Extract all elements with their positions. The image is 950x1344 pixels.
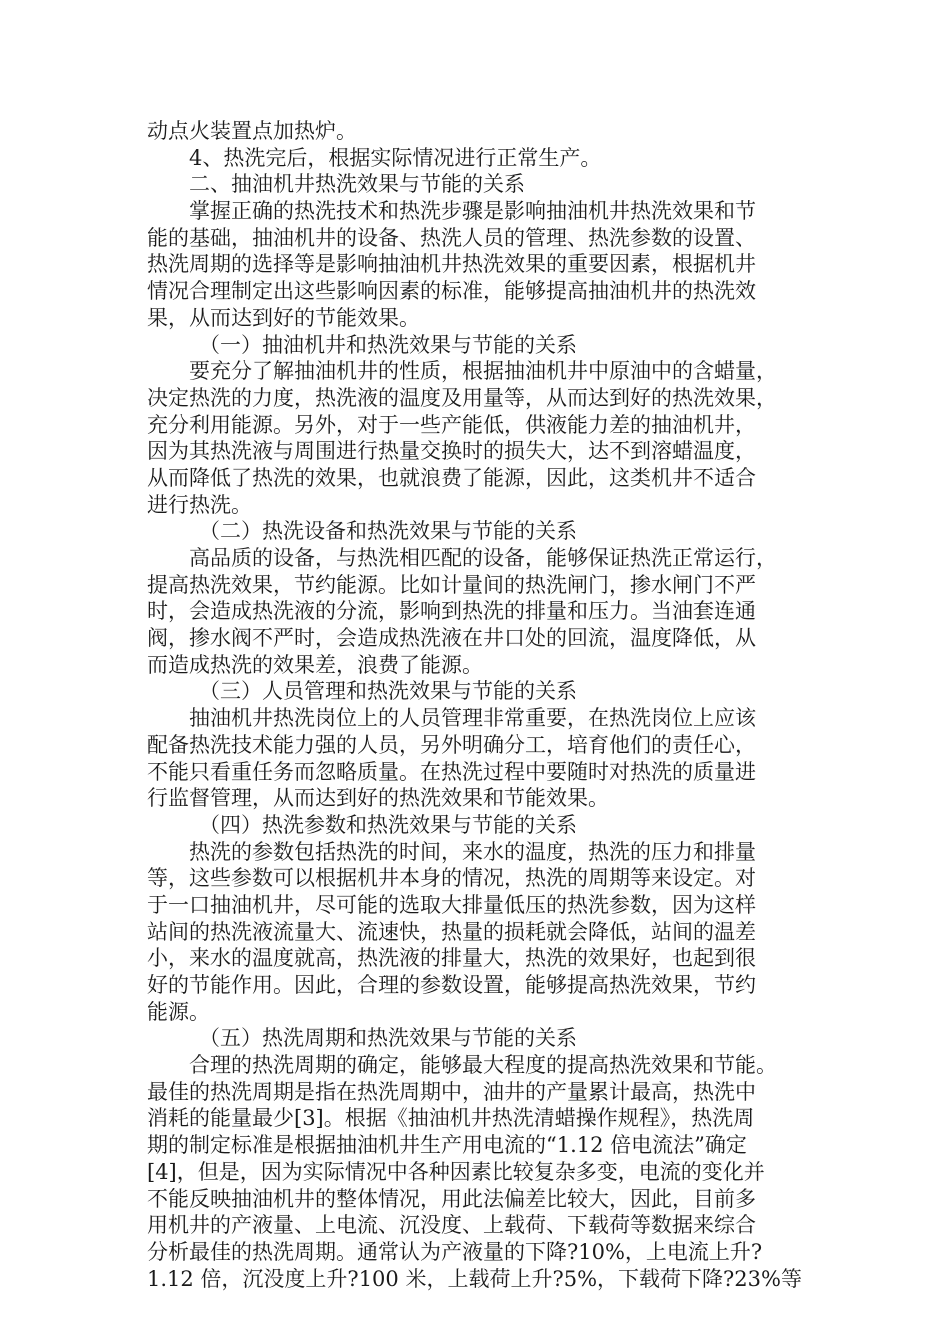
- text-line: 热洗的参数包括热洗的时间，来水的温度，热洗的压力和排量: [189, 839, 756, 864]
- text-line: 而造成热洗的效果差，浪费了能源。: [147, 652, 483, 677]
- text-line: 配备热洗技术能力强的人员，另外明确分工，培育他们的责任心，: [147, 732, 756, 757]
- text-line: 合理的热洗周期的确定，能够最大程度的提高热洗效果和节能。: [189, 1053, 777, 1078]
- text-line: 动点火装置点加热炉。: [147, 119, 357, 143]
- text-line: 分析最佳的热洗周期。通常认为产液量的下降?10%，上电流上升?: [147, 1239, 763, 1264]
- text-line: 时，会造成热洗液的分流，影响到热洗的排量和压力。当油套连通: [147, 599, 756, 624]
- text-line: 从而降低了热洗的效果，也就浪费了能源，因此，这类机井不适合: [147, 465, 756, 490]
- text-line: 不能反映抽油机井的整体情况，用此法偏差比较大，因此，目前多: [147, 1186, 756, 1211]
- subsection-heading: （三）人员管理和热洗效果与节能的关系: [199, 679, 577, 704]
- subsection-heading: （五）热洗周期和热洗效果与节能的关系: [199, 1026, 577, 1051]
- text-line: 等，这些参数可以根据机井本身的情况，热洗的周期等来设定。对: [147, 866, 756, 891]
- text-line: 热洗周期的选择等是影响抽油机井热洗效果的重要因素，根据机井: [147, 252, 756, 277]
- text-line: 能源。: [147, 999, 210, 1024]
- document-body: [147, 118, 807, 1292]
- text-line: 最佳的热洗周期是指在热洗周期中，油井的产量累计最高，热洗中: [147, 1079, 756, 1104]
- text-line: 用机井的产液量、上电流、沉没度、上载荷、下载荷等数据来综合: [147, 1213, 756, 1238]
- text-line: 不能只看重任务而忽略质量。在热洗过程中要随时对热洗的质量进: [147, 759, 756, 784]
- section-heading: 二、抽油机井热洗效果与节能的关系: [189, 172, 525, 197]
- text-line: 因为其热洗液与周围进行热量交换时的损失大，达不到溶蜡温度，: [147, 439, 756, 464]
- text-line: 期的制定标准是根据抽油机井生产用电流的“1.12 倍电流法”确定: [147, 1133, 747, 1158]
- text-line: 果，从而达到好的节能效果。: [147, 305, 420, 330]
- text-line: 小，来水的温度就高，热洗液的排量大，热洗的效果好，也起到很: [147, 946, 756, 971]
- text-line: 阀，掺水阀不严时，会造成热洗液在井口处的回流，温度降低，从: [147, 626, 756, 651]
- subsection-heading: （一）抽油机井和热洗效果与节能的关系: [199, 332, 577, 357]
- text-line: 好的节能作用。因此，合理的参数设置，能够提高热洗效果，节约: [147, 973, 756, 997]
- text-line: 决定热洗的力度，热洗液的温度及用量等，从而达到好的热洗效果，: [147, 385, 777, 410]
- text-line: 能的基础，抽油机井的设备、热洗人员的管理、热洗参数的设置、: [147, 225, 756, 250]
- text-line: [4]，但是，因为实际情况中各种因素比较复杂多变，电流的变化并: [147, 1159, 765, 1184]
- text-line: 高品质的设备，与热洗相匹配的设备，能够保证热洗正常运行，: [189, 546, 777, 570]
- text-line: 消耗的能量最少[3]。根据《抽油机井热洗清蜡操作规程》，热洗周: [147, 1106, 755, 1131]
- text-line: 进行热洗。: [147, 492, 252, 517]
- subsection-heading: （二）热洗设备和热洗效果与节能的关系: [199, 519, 577, 544]
- subsection-heading: （四）热洗参数和热洗效果与节能的关系: [199, 812, 577, 837]
- text-line: 行监督管理，从而达到好的热洗效果和节能效果。: [147, 786, 609, 811]
- text-line: 1.12 倍，沉没度上升?100 米，上载荷上升?5%，下载荷下降?23%等: [147, 1266, 802, 1291]
- text-line: 4、热洗完后，根据实际情况进行正常生产。: [189, 145, 602, 170]
- text-line: 于一口抽油机井，尽可能的选取大排量低压的热洗参数，因为这样: [147, 892, 756, 917]
- text-line: 抽油机井热洗岗位上的人员管理非常重要，在热洗岗位上应该: [189, 706, 756, 731]
- text-line: 掌握正确的热洗技术和热洗步骤是影响抽油机井热洗效果和节: [189, 199, 756, 224]
- text-line: 情况合理制定出这些影响因素的标准，能够提高抽油机井的热洗效: [147, 279, 756, 304]
- text-line: 要充分了解抽油机井的性质，根据抽油机井中原油中的含蜡量，: [189, 359, 777, 384]
- text-line: 提高热洗效果，节约能源。比如计量间的热洗闸门，掺水闸门不严: [147, 572, 756, 597]
- text-line: 充分利用能源。另外，对于一些产能低，供液能力差的抽油机井，: [147, 412, 756, 437]
- text-line: 站间的热洗液流量大、流速快，热量的损耗就会降低，站间的温差: [147, 919, 756, 944]
